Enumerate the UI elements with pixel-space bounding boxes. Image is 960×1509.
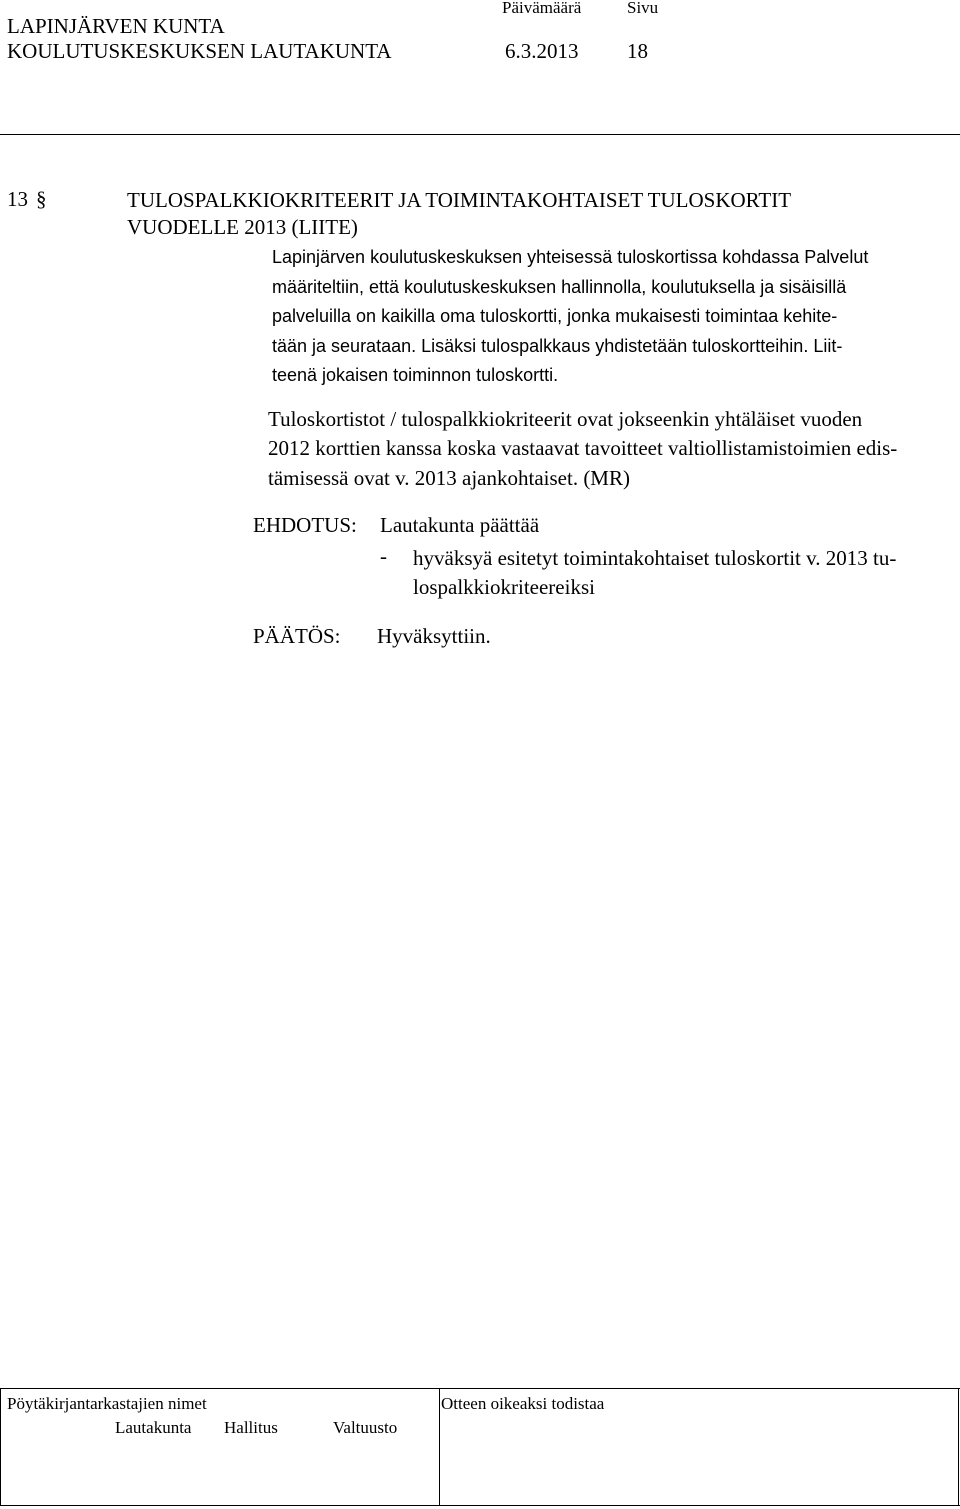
footer-left-border bbox=[0, 1388, 1, 1505]
proposal-item-line: lospalkkiokriteereiksi bbox=[413, 575, 595, 599]
header-divider bbox=[0, 134, 960, 135]
body-paragraph-1 bbox=[272, 243, 960, 391]
footer-bottom-border bbox=[0, 1505, 960, 1506]
certified-label: Otteen oikeaksi todistaa bbox=[441, 1394, 605, 1413]
footer-body-lautakunta: Lautakunta bbox=[115, 1418, 192, 1437]
proposal-label: EHDOTUS: bbox=[253, 513, 357, 537]
paragraph-line: Tuloskortistot / tulospalkkiokriteerit ovat jokseenkin yhtäläiset vuoden bbox=[268, 407, 863, 431]
section-title bbox=[127, 187, 887, 241]
section-title-line: VUODELLE 2013 (LIITE) bbox=[127, 215, 358, 239]
body-paragraph-2 bbox=[268, 405, 958, 493]
footer-top-border bbox=[0, 1388, 960, 1389]
page-number: 18 bbox=[627, 39, 648, 63]
section-title-line: TULOSPALKKIOKRITEERIT JA TOIMINTAKOHTAISET TULOSKORTIT bbox=[127, 188, 792, 212]
decision-label: PÄÄTÖS: bbox=[253, 624, 341, 648]
paragraph-line: tään ja seurataan. Lisäksi tulospalkkaus yhdistetään tuloskortteihin. Liit- bbox=[272, 335, 843, 356]
paragraph-line: palveluilla on kaikilla oma tuloskortti, jonka mukaisesti toimintaa kehite- bbox=[272, 306, 838, 327]
section-sign: § bbox=[36, 187, 47, 211]
meeting-date: 6.3.2013 bbox=[505, 39, 579, 63]
paragraph-line: tämisessä ovat v. 2013 ajankohtaiset. (MR) bbox=[268, 465, 630, 490]
footer-divider bbox=[439, 1388, 440, 1505]
paragraph-line: Lapinjärven koulutuskeskuksen yhteisessä tuloskortissa kohdassa Palvelut bbox=[272, 247, 869, 267]
footer-body-valtuusto: Valtuusto bbox=[333, 1418, 398, 1437]
section-number: 13 bbox=[7, 187, 28, 211]
paragraph-line: teenä jokaisen toiminnon tuloskortti. bbox=[272, 365, 559, 386]
board-name: KOULUTUSKESKUKSEN LAUTAKUNTA bbox=[7, 39, 392, 63]
proposal-item bbox=[413, 544, 896, 602]
checkers-label: Pöytäkirjantarkastajien nimet bbox=[7, 1394, 207, 1413]
footer-body-hallitus: Hallitus bbox=[224, 1418, 278, 1437]
paragraph-line: 2012 korttien kanssa koska vastaavat tavoitteet valtiollistamistoimien edis- bbox=[268, 436, 898, 461]
footer-right-border bbox=[958, 1388, 959, 1505]
date-label: Päivämäärä bbox=[502, 0, 582, 17]
proposal-text: Lautakunta päättää bbox=[380, 513, 540, 537]
paragraph-line: määriteltiin, että koulutuskeskuksen hallinnolla, koulutuksella ja sisäisillä bbox=[272, 276, 847, 297]
decision-text: Hyväksyttiin. bbox=[377, 624, 491, 648]
page-label: Sivu bbox=[627, 0, 659, 17]
proposal-item-line: hyväksyä esitetyt toimintakohtaiset tuloskortit v. 2013 tu- bbox=[413, 546, 897, 570]
list-dash: - bbox=[380, 544, 387, 568]
organization-name: LAPINJÄRVEN KUNTA bbox=[7, 14, 225, 38]
